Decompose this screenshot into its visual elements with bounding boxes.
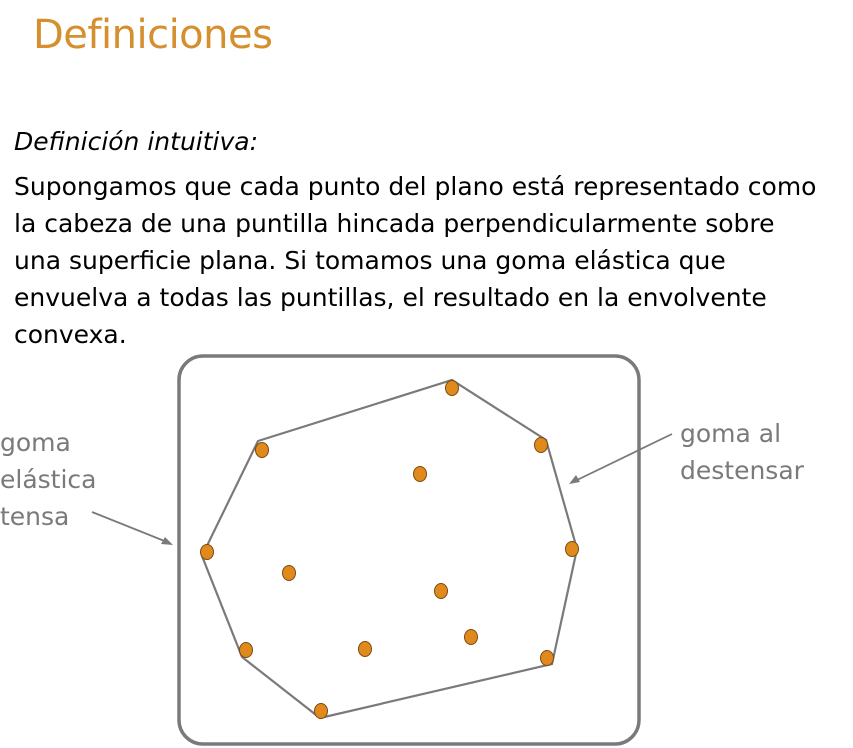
arrow-right-line (575, 434, 672, 481)
label-line: goma al (680, 419, 782, 448)
point (283, 566, 296, 581)
label-line: tensa (0, 502, 70, 531)
point (435, 584, 448, 599)
label-relaxed-band (680, 415, 804, 489)
label-line: destensar (680, 456, 804, 485)
point (359, 642, 372, 657)
point (465, 630, 478, 645)
convex-hull-polygon (202, 380, 577, 718)
point (446, 381, 459, 396)
arrow-left-line (92, 512, 167, 542)
point (414, 467, 427, 482)
body-line: la cabeza de una puntilla hincada perpendicularmente sobre (14, 209, 775, 238)
arrow-right-head (569, 475, 580, 484)
point (535, 438, 548, 453)
label-line: goma (0, 428, 71, 457)
point (201, 545, 214, 560)
point (256, 443, 269, 458)
slide-title: Definiciones (33, 12, 273, 58)
point (541, 651, 554, 666)
body-line: convexa. (14, 320, 127, 349)
arrow-left-head (161, 537, 173, 545)
slide-subtitle: Definición intuitiva: (14, 127, 259, 156)
label-line: elástica (0, 465, 97, 494)
point (566, 542, 579, 557)
point (240, 643, 253, 658)
label-tense-band (0, 424, 96, 535)
body-line: una superficie plana. Si tomamos una goma elástica que (14, 246, 726, 275)
point (315, 704, 328, 719)
body-line: envuelva a todas las puntillas, el resultado en la envolvente (14, 283, 767, 312)
body-line: Supongamos que cada punto del plano está representado como (14, 172, 817, 201)
